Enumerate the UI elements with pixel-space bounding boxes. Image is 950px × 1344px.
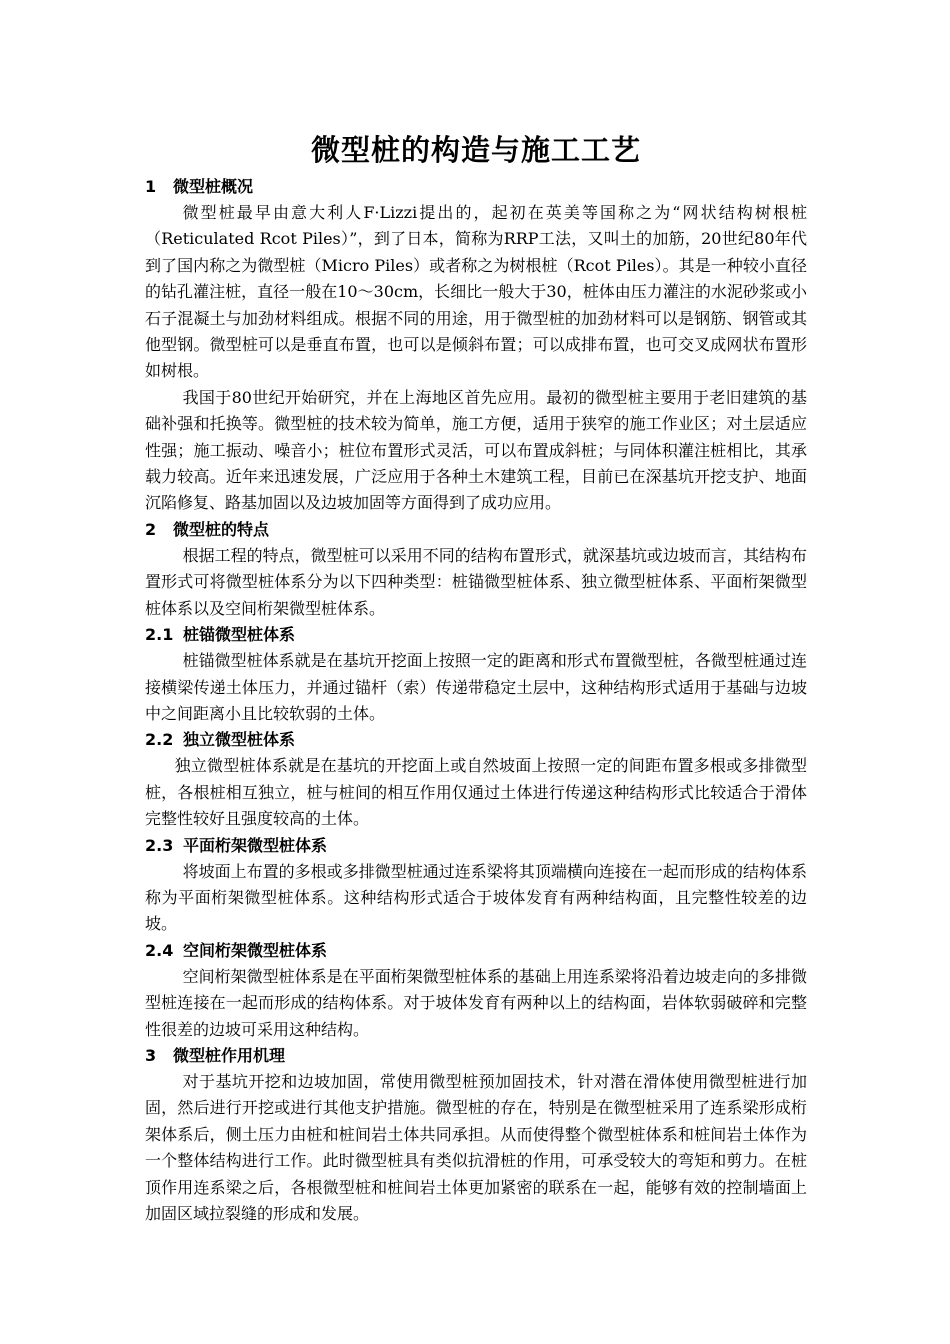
section-heading — [145, 1043, 807, 1069]
subsection-heading — [145, 622, 807, 648]
section-title: 微型桩的特点 — [173, 519, 270, 539]
section-1 — [145, 174, 807, 517]
subsection-heading — [145, 938, 807, 964]
paragraph: 我国于80世纪开始研究，并在上海地区首先应用。最初的微型桩主要用于老旧建筑的基础补强和托换等。微型桩的技术较为简单，施工方便，适用于狭窄的施工作业区；对土层适应性强；施工振动、噪音小；桩位布置形式灵活，可以布置成斜桩；与同体积灌注桩相比，其承载力较高。近年来迅速发展，广泛应用于各种土木建筑工程，目前已在深基坑开挖支护、地面沉陷修复、路基加固以及边坡加固等方面得到了成功应用。 — [145, 387, 807, 513]
document-page — [145, 128, 807, 1227]
section-title: 空间桁架微型桩体系 — [183, 940, 328, 960]
paragraph: 对于基坑开挖和边坡加固，常使用微型桩预加固技术，针对潜在滑体使用微型桩进行加固，然后进行开挖或进行其他支护措施。微型桩的存在，特别是在微型桩采用了连系梁形成桁架体系后，侧土压力由桩和桩间岩土体共同承担。从而使得整个微型桩体系和桩间岩土体作为一个整体结构进行工作。此时微型桩具有类似抗滑桩的作用，可承受较大的弯矩和剪力。在桩顶作用连系梁之后，各根微型桩和桩间岩土体更加紧密的联系在一起，能够有效的控制墙面上加固区域拉裂缝的形成和发展。 — [145, 1071, 807, 1223]
paragraph: 将坡面上布置的多根或多排微型桩通过连系梁将其顶端横向连接在一起而形成的结构体系称为平面桁架微型桩体系。这种结构形式适合于坡体发育有两种结构面，且完整性较差的边坡。 — [145, 861, 807, 934]
section-title: 平面桁架微型桩体系 — [183, 835, 328, 855]
paragraph: 根据工程的特点，微型桩可以采用不同的结构布置形式，就深基坑或边坡而言，其结构布置形式可将微型桩体系分为以下四种类型：桩锚微型桩体系、独立微型桩体系、平面桁架微型桩体系以及空间桁架微型桩体系。 — [145, 545, 807, 618]
section-title: 微型桩概况 — [173, 177, 254, 196]
section-number: 2.1 — [145, 625, 174, 645]
paragraph: 微型桩最早由意大利人F·Lizzi提出的，起初在英美等国称之为“网状结构树根桩（Reticulated Rcot Piles）”，到了日本，简称为RRP工法，又叫土的加筋，20世纪80年代到了国内称之为微型桩（Micro Piles）或者称之为树根桩（Rcot Piles）。其是一种较小直径的钻孔灌注桩，直径一般在10～30cm，长细比一般大于30，桩体由压力灌注的水泥砂浆或小石子混凝土与加劲材料组成。根据不同的用途，用于微型桩的加劲材料可以是钢筋、钢管或其他型钢。微型桩可以是垂直布置，也可以是倾斜布置；可以成排布置，也可交叉成网状布置形如树根。 — [145, 203, 807, 381]
section-number: 3 — [145, 1045, 157, 1065]
section-heading — [145, 517, 807, 543]
section-2-3 — [145, 833, 807, 938]
section-number: 2.3 — [145, 835, 174, 855]
subsection-heading — [145, 727, 807, 753]
section-3 — [145, 1043, 807, 1227]
section-title: 独立微型桩体系 — [183, 730, 296, 750]
section-number: 2.4 — [145, 940, 174, 960]
section-2-2 — [145, 727, 807, 832]
section-2 — [145, 517, 807, 622]
section-number: 2.2 — [145, 730, 174, 750]
section-2-1 — [145, 622, 807, 727]
section-title: 微型桩作用机理 — [173, 1045, 286, 1065]
section-title: 桩锚微型桩体系 — [183, 625, 296, 645]
document-title: 微型桩的构造与施工工艺 — [310, 133, 641, 167]
section-number: 1 — [145, 177, 157, 196]
section-number: 2 — [145, 519, 157, 539]
paragraph: 空间桁架微型桩体系是在平面桁架微型桩体系的基础上用连系梁将沿着边坡走向的多排微型桩连接在一起而形成的结构体系。对于坡体发育有两种以上的结构面，岩体软弱破碎和完整性很差的边坡可采用这种结构。 — [145, 966, 807, 1039]
section-heading — [145, 174, 807, 200]
paragraph: 独立微型桩体系就是在基坑的开挖面上或自然坡面上按照一定的间距布置多根或多排微型桩，各根桩相互独立，桩与桩间的相互作用仅通过土体进行传递这种结构形式比较适合于滑体完整性较好且强度较高的土体。 — [145, 756, 807, 829]
subsection-heading — [145, 833, 807, 859]
section-2-4 — [145, 938, 807, 1043]
paragraph: 桩锚微型桩体系就是在基坑开挖面上按照一定的距离和形式布置微型桩，各微型桩通过连接横梁传递土体压力，并通过锚杆（索）传递带稳定土层中，这种结构形式适用于基础与边坡中之间距离小且比较软弱的土体。 — [145, 651, 807, 723]
